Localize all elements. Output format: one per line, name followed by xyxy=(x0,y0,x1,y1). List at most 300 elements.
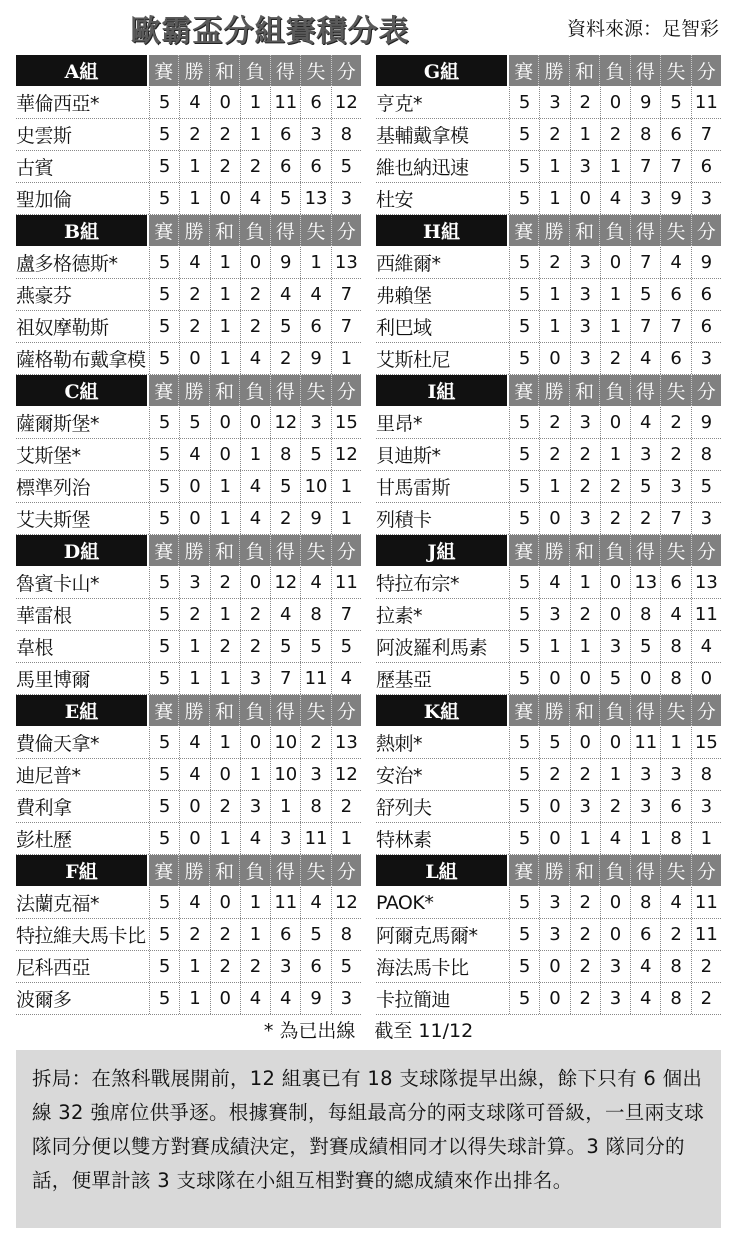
stat-cell: 10 xyxy=(270,727,300,758)
stat-cell: 1 xyxy=(539,631,569,662)
column-header: 負 xyxy=(599,375,629,406)
stat-cell: 2 xyxy=(600,791,630,822)
stat-cell: 3 xyxy=(630,183,660,214)
column-headers xyxy=(509,375,721,406)
team-name: 基輔戴拿模 xyxy=(376,125,469,147)
column-header: 勝 xyxy=(538,855,568,886)
column-headers xyxy=(509,695,721,726)
team-name: PAOK* xyxy=(376,891,434,914)
stat-cell: 9 xyxy=(270,247,300,278)
table-row xyxy=(376,823,721,855)
team-name: 波爾多 xyxy=(16,989,72,1011)
team-name: 費利拿 xyxy=(16,797,72,819)
stat-cell: 5 xyxy=(539,727,569,758)
column-header: 勝 xyxy=(538,215,568,246)
column-header: 賽 xyxy=(514,381,534,403)
stat-cell: 5 xyxy=(509,791,539,822)
stat-cell: 5 xyxy=(660,87,690,118)
stat-cell: 1 xyxy=(539,183,569,214)
left-standings-panel xyxy=(16,55,361,1015)
column-header: 和 xyxy=(569,375,599,406)
stat-cell: 6 xyxy=(660,791,690,822)
column-headers xyxy=(509,855,721,886)
stat-cell: 1 xyxy=(331,823,361,854)
column-headers xyxy=(149,535,361,566)
column-header: 失 xyxy=(660,535,690,566)
stat-cell: 2 xyxy=(570,599,600,630)
stat-cell: 7 xyxy=(660,311,690,342)
group-header xyxy=(16,695,361,726)
column-header: 得 xyxy=(270,695,300,726)
stat-cell: 3 xyxy=(240,791,270,822)
group-header xyxy=(16,855,361,886)
stat-cell: 8 xyxy=(630,119,660,150)
stat-cell: 0 xyxy=(539,503,569,534)
stat-cell: 0 xyxy=(240,247,270,278)
stat-cell: 4 xyxy=(240,983,270,1014)
stat-cell: 5 xyxy=(149,599,179,630)
stat-cell: 5 xyxy=(509,87,539,118)
stat-cell: 5 xyxy=(149,567,179,598)
stat-cell: 3 xyxy=(570,503,600,534)
team-name: 尼科西亞 xyxy=(16,957,91,979)
stat-cell: 5 xyxy=(509,151,539,182)
stat-cell: 1 xyxy=(179,951,209,982)
stat-cell: 7 xyxy=(660,151,690,182)
stat-cell: 1 xyxy=(570,567,600,598)
stat-cell: 0 xyxy=(600,599,630,630)
column-header: 失 xyxy=(300,55,330,86)
stat-cell: 0 xyxy=(179,791,209,822)
stat-cell: 3 xyxy=(300,119,330,150)
group-name: E組 xyxy=(16,695,147,726)
stat-cell: 5 xyxy=(509,503,539,534)
column-header: 賽 xyxy=(154,541,174,563)
stat-cell: 4 xyxy=(300,567,330,598)
stat-cell: 9 xyxy=(300,983,330,1014)
stat-cell: 4 xyxy=(600,823,630,854)
stat-cell: 5 xyxy=(509,119,539,150)
column-header: 得 xyxy=(270,215,300,246)
stat-cell: 1 xyxy=(630,823,660,854)
group-name: J組 xyxy=(376,535,507,566)
stat-cell: 9 xyxy=(660,183,690,214)
stat-cell: 2 xyxy=(240,599,270,630)
stat-cell: 3 xyxy=(570,407,600,438)
stat-cell: 11 xyxy=(300,663,330,694)
group-name: D組 xyxy=(16,535,147,566)
column-header: 分 xyxy=(331,695,361,726)
team-name: 特林素 xyxy=(376,829,432,851)
column-headers xyxy=(149,55,361,86)
stat-cell: 5 xyxy=(300,631,330,662)
stat-cell: 1 xyxy=(240,887,270,918)
stat-cell: 5 xyxy=(509,919,539,950)
stat-cell: 7 xyxy=(331,599,361,630)
stat-cell: 2 xyxy=(300,727,330,758)
stat-cell: 4 xyxy=(331,663,361,694)
stat-cell: 0 xyxy=(539,951,569,982)
stat-cell: 2 xyxy=(600,503,630,534)
stat-cell: 0 xyxy=(539,791,569,822)
stat-cell: 8 xyxy=(630,887,660,918)
column-header: 賽 xyxy=(514,861,534,883)
stat-cell: 5 xyxy=(149,791,179,822)
column-headers xyxy=(509,55,721,86)
stat-cell: 3 xyxy=(600,631,630,662)
stat-cell: 2 xyxy=(630,503,660,534)
column-headers xyxy=(149,215,361,246)
stat-cell: 1 xyxy=(240,87,270,118)
stat-cell: 2 xyxy=(600,119,630,150)
column-header: 失 xyxy=(300,535,330,566)
stat-cell: 1 xyxy=(240,439,270,470)
stat-cell: 6 xyxy=(270,151,300,182)
column-header: 負 xyxy=(599,55,629,86)
stat-cell: 1 xyxy=(600,279,630,310)
group-name: B組 xyxy=(16,215,147,246)
stat-cell: 1 xyxy=(210,247,240,278)
stat-cell: 13 xyxy=(331,727,361,758)
page-title: 歐霸盃分組賽積分表 xyxy=(130,14,410,49)
stat-cell: 2 xyxy=(691,951,721,982)
stat-cell: 11 xyxy=(630,727,660,758)
stat-cell: 7 xyxy=(660,503,690,534)
stat-cell: 3 xyxy=(331,983,361,1014)
column-header: 得 xyxy=(630,375,660,406)
stat-cell: 1 xyxy=(210,471,240,502)
column-header: 失 xyxy=(660,855,690,886)
group-header xyxy=(376,375,721,406)
team-name: 迪尼普* xyxy=(16,765,81,787)
column-header: 和 xyxy=(209,55,239,86)
table-row xyxy=(376,887,721,919)
group-name: H組 xyxy=(376,215,507,246)
stat-cell: 9 xyxy=(300,343,330,374)
team-name: 華倫西亞* xyxy=(16,93,100,115)
table-row xyxy=(16,567,361,599)
column-header: 勝 xyxy=(538,55,568,86)
table-row xyxy=(376,247,721,279)
team-name: 列積卡 xyxy=(376,509,432,531)
column-header: 負 xyxy=(239,375,269,406)
column-header: 和 xyxy=(209,695,239,726)
stat-cell: 2 xyxy=(539,407,569,438)
table-row xyxy=(16,759,361,791)
stat-cell: 0 xyxy=(179,471,209,502)
stat-cell: 11 xyxy=(331,567,361,598)
group-name: A組 xyxy=(16,55,147,86)
stat-cell: 4 xyxy=(630,983,660,1014)
team-name: 特拉布宗* xyxy=(376,573,460,595)
stat-cell: 3 xyxy=(270,823,300,854)
table-row xyxy=(16,823,361,855)
team-name: 盧多格德斯* xyxy=(16,253,118,275)
column-header: 賽 xyxy=(154,861,174,883)
column-header: 勝 xyxy=(178,215,208,246)
stat-cell: 5 xyxy=(509,343,539,374)
group-header xyxy=(16,375,361,406)
column-header: 和 xyxy=(209,215,239,246)
table-row xyxy=(376,663,721,695)
group-header xyxy=(376,535,721,566)
stat-cell: 5 xyxy=(149,247,179,278)
column-header: 負 xyxy=(599,215,629,246)
team-name: 杜安 xyxy=(376,189,414,211)
team-name: 維也納迅速 xyxy=(376,157,469,179)
column-header: 得 xyxy=(270,375,300,406)
stat-cell: 5 xyxy=(509,439,539,470)
stat-cell: 3 xyxy=(539,87,569,118)
stat-cell: 2 xyxy=(570,759,600,790)
stat-cell: 12 xyxy=(270,567,300,598)
stat-cell: 1 xyxy=(210,503,240,534)
stat-cell: 6 xyxy=(660,567,690,598)
stat-cell: 5 xyxy=(179,407,209,438)
team-name: 馬里博爾 xyxy=(16,669,91,691)
table-row xyxy=(16,663,361,695)
stat-cell: 1 xyxy=(570,823,600,854)
team-name: 標準列治 xyxy=(16,477,91,499)
stat-cell: 1 xyxy=(240,119,270,150)
stat-cell: 5 xyxy=(509,311,539,342)
stat-cell: 2 xyxy=(570,983,600,1014)
column-header: 勝 xyxy=(178,855,208,886)
right-standings-panel xyxy=(376,55,721,1015)
column-header: 負 xyxy=(599,535,629,566)
stat-cell: 7 xyxy=(630,247,660,278)
stat-cell: 1 xyxy=(179,663,209,694)
column-header: 和 xyxy=(569,215,599,246)
stat-cell: 5 xyxy=(509,983,539,1014)
stat-cell: 3 xyxy=(570,151,600,182)
team-name: 艾斯堡* xyxy=(16,445,81,467)
team-name: 甘馬雷斯 xyxy=(376,477,451,499)
team-name: 熱刺* xyxy=(376,733,423,755)
stat-cell: 1 xyxy=(210,727,240,758)
stat-cell: 5 xyxy=(149,407,179,438)
column-header: 和 xyxy=(209,375,239,406)
stat-cell: 8 xyxy=(300,599,330,630)
stat-cell: 4 xyxy=(179,87,209,118)
stat-cell: 5 xyxy=(300,919,330,950)
stat-cell: 8 xyxy=(331,919,361,950)
column-header: 勝 xyxy=(538,375,568,406)
stat-cell: 1 xyxy=(600,311,630,342)
stat-cell: 8 xyxy=(660,951,690,982)
stat-cell: 2 xyxy=(210,567,240,598)
column-header: 負 xyxy=(239,695,269,726)
stat-cell: 0 xyxy=(600,247,630,278)
stat-cell: 1 xyxy=(210,599,240,630)
column-header: 得 xyxy=(630,535,660,566)
column-header: 分 xyxy=(691,375,721,406)
group-header xyxy=(376,55,721,86)
table-row xyxy=(16,951,361,983)
stat-cell: 6 xyxy=(270,919,300,950)
stat-cell: 3 xyxy=(691,183,721,214)
stat-cell: 13 xyxy=(691,567,721,598)
stat-cell: 2 xyxy=(600,471,630,502)
table-row xyxy=(16,183,361,215)
stat-cell: 5 xyxy=(509,599,539,630)
team-name: 海法馬卡比 xyxy=(376,957,469,979)
stat-cell: 5 xyxy=(149,823,179,854)
stat-cell: 6 xyxy=(270,119,300,150)
stat-cell: 4 xyxy=(630,343,660,374)
stat-cell: 5 xyxy=(509,279,539,310)
stat-cell: 5 xyxy=(149,183,179,214)
data-source: 資料來源：足智彩 xyxy=(566,18,719,40)
stat-cell: 1 xyxy=(300,247,330,278)
table-row xyxy=(376,631,721,663)
column-headers xyxy=(509,535,721,566)
stat-cell: 15 xyxy=(331,407,361,438)
stat-cell: 1 xyxy=(179,983,209,1014)
column-header: 失 xyxy=(300,375,330,406)
stat-cell: 0 xyxy=(179,343,209,374)
table-row xyxy=(376,727,721,759)
stat-cell: 0 xyxy=(210,439,240,470)
stat-cell: 5 xyxy=(509,823,539,854)
stat-cell: 1 xyxy=(210,823,240,854)
team-name: 阿波羅利馬素 xyxy=(376,637,488,659)
stat-cell: 4 xyxy=(660,887,690,918)
stat-cell: 3 xyxy=(630,759,660,790)
stat-cell: 1 xyxy=(270,791,300,822)
stat-cell: 0 xyxy=(539,983,569,1014)
stat-cell: 2 xyxy=(210,919,240,950)
stat-cell: 0 xyxy=(240,727,270,758)
stat-cell: 3 xyxy=(630,439,660,470)
stat-cell: 5 xyxy=(149,439,179,470)
analysis-note: 拆局：在煞科戰展開前，12 組裏已有 18 支球隊提早出線，餘下只有 6 個出線 32 強席位供爭逐。根據賽制，每組最高分的兩支球隊可晉級，一旦兩支球隊同分便以雙方對賽成績決定，對賽成績相同才以得失球計算。3 隊同分的話，便單計該 3 支球隊在小組互相對賽的總成績來作出排名。 xyxy=(16,1050,721,1228)
column-header: 勝 xyxy=(178,695,208,726)
stat-cell: 5 xyxy=(149,631,179,662)
stat-cell: 4 xyxy=(300,279,330,310)
stat-cell: 1 xyxy=(600,151,630,182)
stat-cell: 8 xyxy=(660,983,690,1014)
column-header: 得 xyxy=(270,55,300,86)
stat-cell: 1 xyxy=(539,151,569,182)
stat-cell: 2 xyxy=(210,791,240,822)
team-name: 里昂* xyxy=(376,413,423,435)
stat-cell: 1 xyxy=(570,119,600,150)
stat-cell: 0 xyxy=(210,759,240,790)
stat-cell: 2 xyxy=(570,471,600,502)
stat-cell: 5 xyxy=(509,727,539,758)
stat-cell: 0 xyxy=(570,183,600,214)
table-row xyxy=(376,791,721,823)
stat-cell: 6 xyxy=(691,151,721,182)
stat-cell: 5 xyxy=(149,279,179,310)
stat-cell: 7 xyxy=(270,663,300,694)
stat-cell: 4 xyxy=(270,599,300,630)
stat-cell: 2 xyxy=(240,311,270,342)
group-name: I組 xyxy=(376,375,507,406)
stat-cell: 2 xyxy=(210,119,240,150)
stat-cell: 4 xyxy=(270,279,300,310)
stat-cell: 0 xyxy=(630,663,660,694)
stat-cell: 2 xyxy=(570,887,600,918)
stat-cell: 2 xyxy=(570,439,600,470)
stat-cell: 2 xyxy=(210,151,240,182)
team-name: 艾斯杜尼 xyxy=(376,349,451,371)
stat-cell: 5 xyxy=(691,471,721,502)
stat-cell: 1 xyxy=(539,311,569,342)
column-header: 和 xyxy=(569,695,599,726)
column-header: 勝 xyxy=(178,375,208,406)
stat-cell: 3 xyxy=(300,759,330,790)
stat-cell: 12 xyxy=(331,887,361,918)
group-name: G組 xyxy=(376,55,507,86)
stat-cell: 5 xyxy=(149,343,179,374)
table-row xyxy=(376,87,721,119)
stat-cell: 5 xyxy=(270,631,300,662)
stat-cell: 3 xyxy=(570,247,600,278)
stat-cell: 5 xyxy=(630,631,660,662)
team-name: 拉素* xyxy=(376,605,423,627)
stat-cell: 2 xyxy=(179,599,209,630)
stat-cell: 7 xyxy=(691,119,721,150)
table-row xyxy=(376,759,721,791)
table-row xyxy=(376,151,721,183)
stat-cell: 0 xyxy=(539,823,569,854)
table-row xyxy=(376,599,721,631)
stat-cell: 5 xyxy=(149,119,179,150)
stat-cell: 4 xyxy=(660,247,690,278)
stat-cell: 1 xyxy=(331,503,361,534)
stat-cell: 5 xyxy=(600,663,630,694)
team-name: 利巴域 xyxy=(376,317,432,339)
stat-cell: 0 xyxy=(570,663,600,694)
stat-cell: 4 xyxy=(179,247,209,278)
stat-cell: 2 xyxy=(331,791,361,822)
stat-cell: 0 xyxy=(240,567,270,598)
stat-cell: 5 xyxy=(509,247,539,278)
stat-cell: 5 xyxy=(149,311,179,342)
stat-cell: 3 xyxy=(691,503,721,534)
team-name: 卡拉簡迪 xyxy=(376,989,451,1011)
stat-cell: 5 xyxy=(509,663,539,694)
team-name: 華雷根 xyxy=(16,605,72,627)
column-header: 勝 xyxy=(178,535,208,566)
stat-cell: 2 xyxy=(179,311,209,342)
table-row xyxy=(376,983,721,1015)
stat-cell: 4 xyxy=(240,183,270,214)
column-header: 負 xyxy=(239,55,269,86)
stat-cell: 2 xyxy=(240,151,270,182)
column-header: 和 xyxy=(569,55,599,86)
stat-cell: 1 xyxy=(179,183,209,214)
column-header: 負 xyxy=(599,695,629,726)
stat-cell: 2 xyxy=(570,919,600,950)
column-headers xyxy=(149,855,361,886)
column-header: 分 xyxy=(691,215,721,246)
stat-cell: 3 xyxy=(570,279,600,310)
stat-cell: 5 xyxy=(331,151,361,182)
stat-cell: 1 xyxy=(210,279,240,310)
stat-cell: 5 xyxy=(149,887,179,918)
team-name: 亨克* xyxy=(376,93,423,115)
table-row xyxy=(376,567,721,599)
stat-cell: 1 xyxy=(660,727,690,758)
stat-cell: 2 xyxy=(539,119,569,150)
stat-cell: 5 xyxy=(149,663,179,694)
stat-cell: 2 xyxy=(210,631,240,662)
stat-cell: 4 xyxy=(179,439,209,470)
stat-cell: 0 xyxy=(600,407,630,438)
